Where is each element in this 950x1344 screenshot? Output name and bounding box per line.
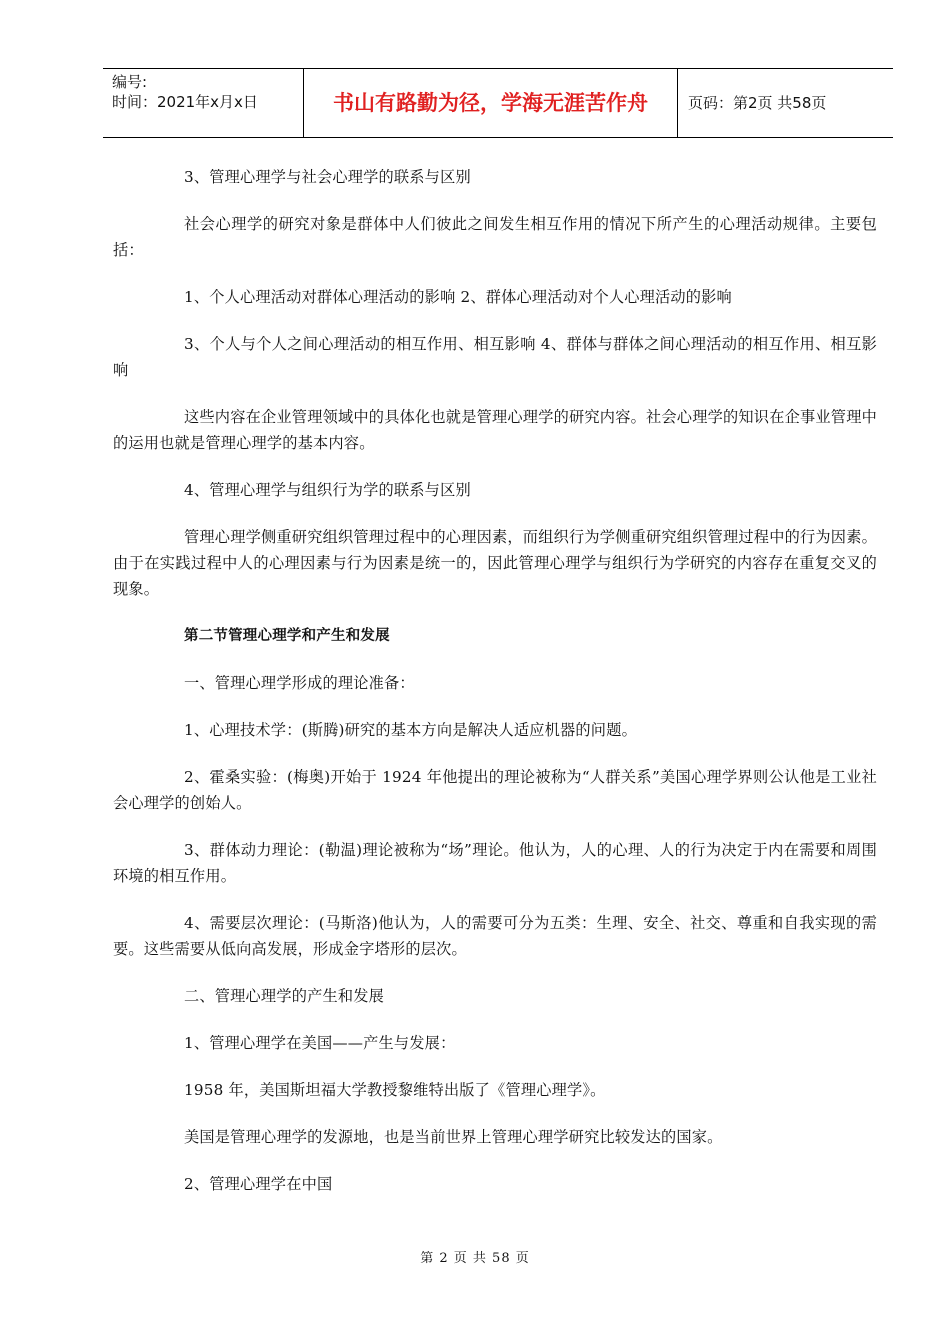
paragraph: 二、管理心理学的产生和发展 [184,987,385,1005]
paragraph: 1958 年，美国斯坦福大学教授黎维特出版了《管理心理学》。 [184,1081,606,1099]
paragraph: 1、心理技术学：(斯腾)研究的基本方向是解决人适应机器的问题。 [184,721,637,739]
paragraph: 社会心理学的研究对象是群体中人们彼此之间发生相互作用的情况下所产生的心理活动规律。主要包括： [113,215,877,259]
section-heading: 第二节管理心理学和产生和发展 [184,628,390,644]
header-page-info: 页码：第2页 共58页 [688,94,827,112]
date-line: 时间：2021年x月x日 [112,93,258,111]
paragraph: 4、需要层次理论：(马斯洛)他认为，人的需要可分为五类：生理、安全、社交、尊重和自我实现的需要。这些需要从低向高发展，形成金字塔形的层次。 [113,914,877,958]
paragraph: 3、管理心理学与社会心理学的联系与区别 [184,168,471,186]
paragraph: 3、个人与个人之间心理活动的相互作用、相互影响 4、群体与群体之间心理活动的相互作用、相互影响 [113,335,877,379]
header-motto: 书山有路勤为径，学海无涯苦作舟 [304,69,678,137]
paragraph: 1、个人心理活动对群体心理活动的影响 2、群体心理活动对个人心理活动的影响 [184,288,732,306]
document-body [113,164,877,1218]
page-header [103,68,893,138]
paragraph: 4、管理心理学与组织行为学的联系与区别 [184,481,471,499]
header-meta-cell [103,69,304,137]
paragraph: 3、群体动力理论：(勒温)理论被称为“场”理论。他认为，人的心理、人的行为决定于内在需要和周围环境的相互作用。 [113,841,877,885]
paragraph: 一、管理心理学形成的理论准备： [184,674,415,692]
paragraph: 1、管理心理学在美国——产生与发展： [184,1034,456,1052]
paragraph: 管理心理学侧重研究组织管理过程中的心理因素，而组织行为学侧重研究组织管理过程中的行为因素。由于在实践过程中人的心理因素与行为因素是统一的，因此管理心理学与组织行为学研究的内容存在重复交叉的现象。 [113,528,877,598]
serial-number-label: 编号: [112,73,148,91]
paragraph: 2、管理心理学在中国 [184,1175,333,1193]
paragraph: 2、霍桑实验：(梅奥)开始于 1924 年他提出的理论被称为“人群关系”美国心理学界则公认他是工业社会心理学的创始人。 [113,768,877,812]
page-footer: 第 2 页 共 58 页 [420,1251,530,1266]
paragraph: 美国是管理心理学的发源地，也是当前世界上管理心理学研究比较发达的国家。 [184,1128,723,1146]
paragraph: 这些内容在企业管理领域中的具体化也就是管理心理学的研究内容。社会心理学的知识在企事业管理中的运用也就是管理心理学的基本内容。 [113,408,877,452]
